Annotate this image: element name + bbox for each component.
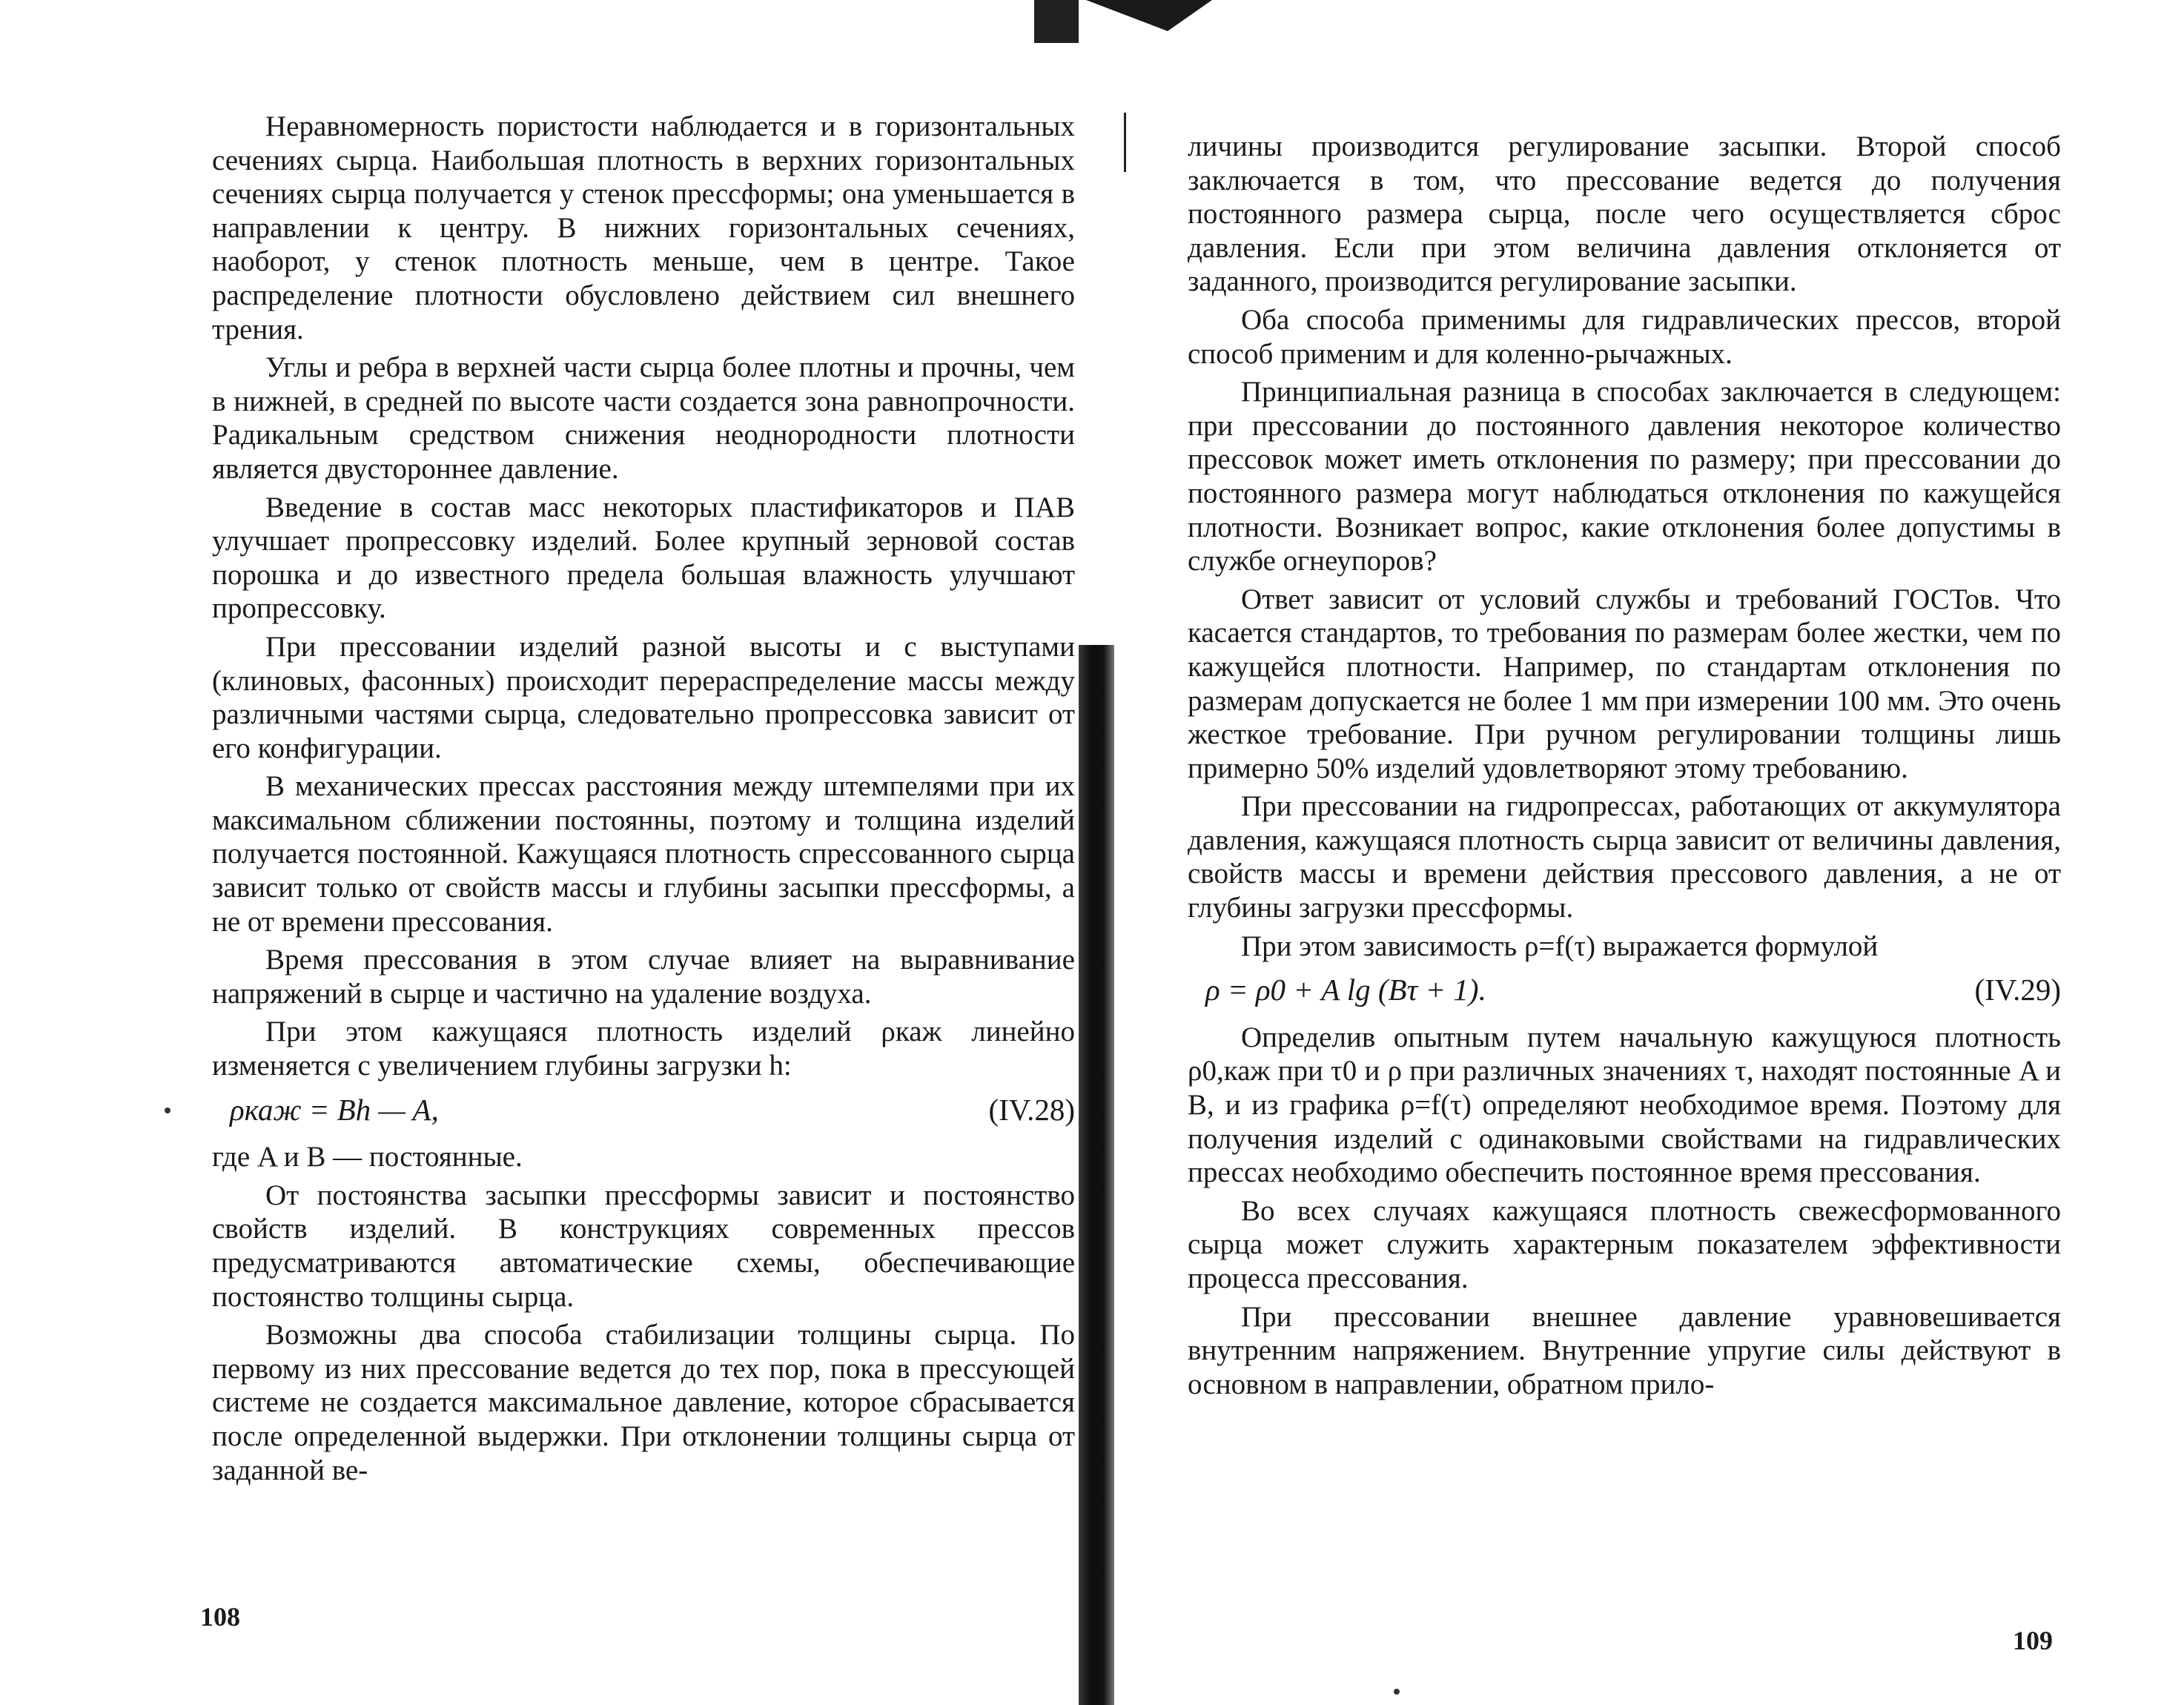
formula-number: (IV.28) bbox=[988, 1092, 1075, 1127]
paragraph: Время прессования в этом случае влияет на выравнивание напряжений в сырце и частично на удаление воздуха. bbox=[212, 944, 1075, 1010]
paragraph: При прессовании внешнее давление уравновешивается внутренним напряжением. Внутренние упругие силы действуют в основном в направлении, обратном прило- bbox=[1188, 1300, 2061, 1400]
paragraph: Во всех случаях кажущаяся плотность свежесформованного сырца может служить характерным показателем эффективности процесса прессования. bbox=[1188, 1194, 2061, 1294]
paragraph: При прессовании на гидропрессах, работающих от аккумулятора давления, кажущаяся плотность сырца зависит от величины давления, свойств массы и времени действия прессового давления, а не от глубины загрузки прессформы. bbox=[1188, 790, 2061, 924]
right-page-text bbox=[1188, 130, 2061, 1406]
paragraph: При этом кажущаяся плотность изделий ρкаж линейно изменяется с увеличением глубины загрузки h: bbox=[212, 1016, 1075, 1082]
left-page-text bbox=[212, 110, 1075, 1492]
paragraph: Введение в состав масс некоторых пластификаторов и ПАВ улучшает пропрессовку изделий. Более крупный зерновой состав порошка и до известного предела большая влажность улучшают пропрессовку. bbox=[212, 491, 1075, 625]
paragraph: В механических прессах расстояния между штемпелями при их максимальном сближении постоянны, поэтому и толщина изделий получается постоянной. Кажущаяся плотность спрессованного сырца зависит только от свойств массы и глубины засыпки прессформы, а не от времени прессования. bbox=[212, 770, 1075, 938]
right-page bbox=[1097, 0, 2184, 1705]
formula-iv-29 bbox=[1188, 973, 2061, 1007]
paragraph: При прессовании изделий разной высоты и с выступами (клиновых, фасонных) происходит перераспределение массы между различными частями сырца, следовательно пропрессовка зависит от его конфигурации. bbox=[212, 630, 1075, 764]
paragraph: Ответ зависит от условий службы и требований ГОСТов. Что касается стандартов, то требования по размерам более жестки, чем по кажущейся плотности. Например, по стандартам отклонения по размерам допускается не более 1 мм при измерении 100 мм. Это очень жесткое требование. При ручном регулировании толщины лишь примерно 50% изделий удовлетворяют этому требованию. bbox=[1188, 583, 2061, 784]
formula-expression: ρ = ρ0 + A lg (Bτ + 1). bbox=[1205, 973, 1486, 1007]
paragraph: Возможны два способа стабилизации толщины сырца. По первому из них прессование ведется до тех пор, пока в прессующей системе не создается максимальное давление, которое сбрасывается после определенной выдержки. При отклонении толщины сырца от заданной ве- bbox=[212, 1319, 1075, 1486]
paragraph: личины производится регулирование засыпки. Второй способ заключается в том, что прессование ведется до получения постоянного размера сырца, после чего осуществляется сброс давления. Если при этом величина давления отклоняется от заданного, производится регулирование засыпки. bbox=[1188, 130, 2061, 298]
paragraph: Принципиальная разница в способах заключается в следующем: при прессовании до постоянного давления некоторое количество прессовок может иметь отклонения по размеру; при прессовании до постоянного размера могут наблюдаться отклонения по кажущейся плотности. Возникает вопрос, какие отклонения более допустимы в службе огнеупоров? bbox=[1188, 376, 2061, 577]
formula-iv-28 bbox=[212, 1093, 1075, 1128]
paragraph: Оба способа применимы для гидравлических прессов, второй способ применим и для коленно-рычажных. bbox=[1188, 303, 2061, 370]
page-number: 108 bbox=[200, 1602, 240, 1632]
paragraph: где A и B — постоянные. bbox=[212, 1141, 523, 1173]
paragraph: При этом зависимость ρ=f(τ) выражается формулой bbox=[1241, 930, 1879, 962]
page-number: 109 bbox=[2013, 1626, 2053, 1655]
paragraph: Определив опытным путем начальную кажущуюся плотность ρ0,каж при τ0 и ρ при различных значениях τ, находят постоянные A и B, и из графика ρ=f(τ) определяют необходимое время. Поэтому для получения изделий с одинаковыми свойствами на гидравлических прессах необходимо обеспечить постоянное время прессования. bbox=[1188, 1021, 2061, 1189]
paragraph: Углы и ребра в верхней части сырца более плотны и прочны, чем в нижней, в средней по высоте части создается зона равнопрочности. Радикальным средством снижения неоднородности плотности является двустороннее давление. bbox=[212, 351, 1075, 485]
paragraph: Неравномерность пористости наблюдается и в горизонтальных сечениях сырца. Наибольшая плотность в верхних горизонтальных сечениях сырца получается у стенок прессформы; она уменьшается в направлении к центру. В нижних горизонтальных сечениях, наоборот, у стенок плотность меньше, чем в центре. Такое распределение плотности обусловлено действием сил внешнего трения. bbox=[212, 110, 1075, 345]
paragraph: От постоянства засыпки прессформы зависит и постоянство свойств изделий. В конструкциях современных прессов предусматриваются автоматические схемы, обеспечивающие постоянство толщины сырца. bbox=[212, 1179, 1075, 1313]
formula-expression: ρкаж = Bh — A, bbox=[230, 1092, 439, 1127]
formula-number: (IV.29) bbox=[1974, 973, 2061, 1007]
